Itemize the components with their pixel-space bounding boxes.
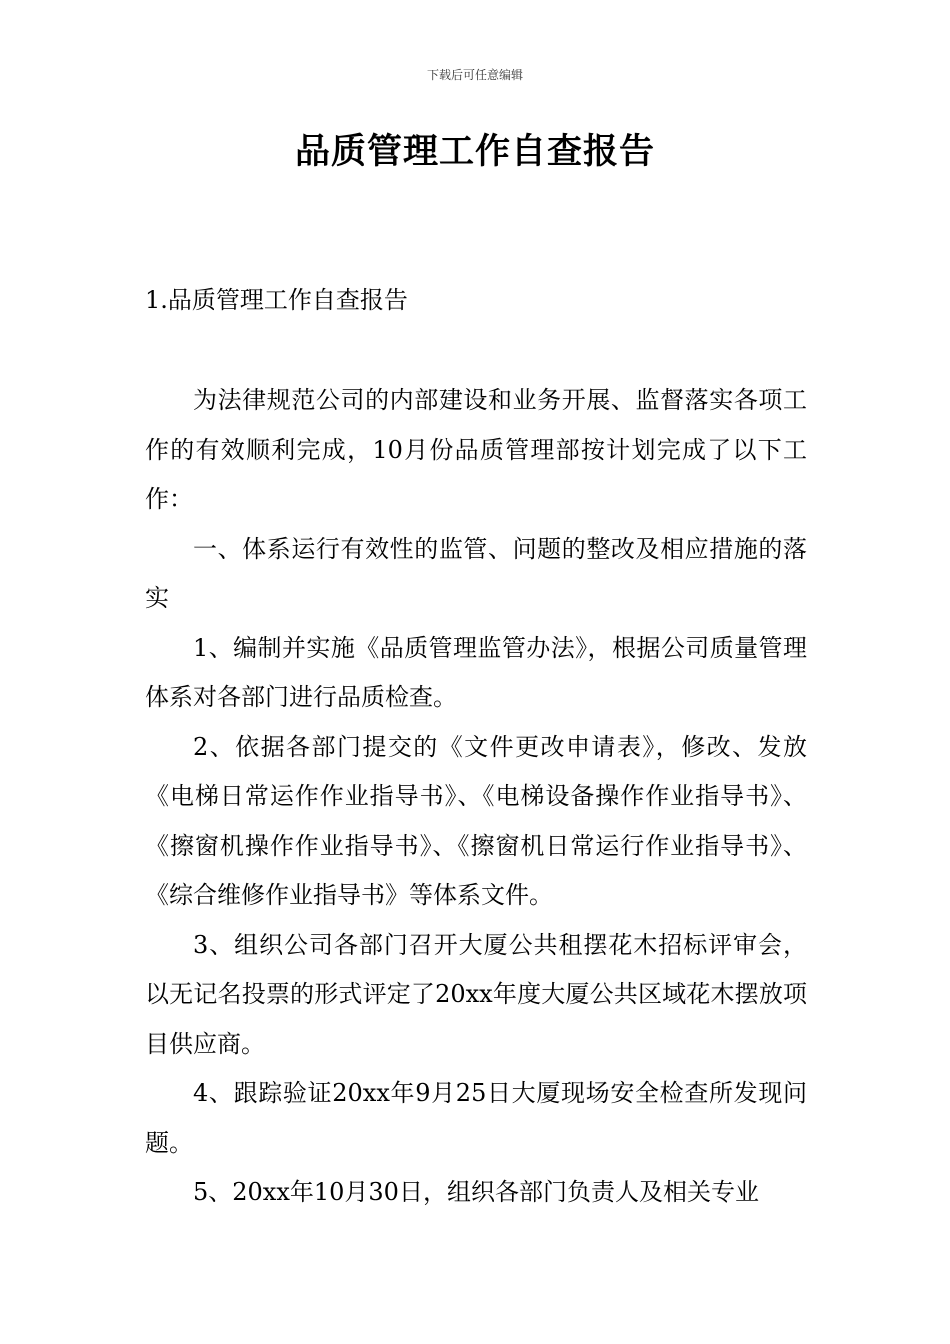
paragraph-intro: 为法律规范公司的内部建设和业务开展、监督落实各项工作的有效顺利完成，10月份品质管理部按计划完成了以下工作： bbox=[145, 386, 807, 513]
header-note: 下载后可任意编辑 bbox=[426, 68, 523, 82]
document-title: 品质管理工作自查报告 bbox=[294, 132, 655, 172]
section-heading: 1.品质管理工作自查报告 bbox=[145, 286, 408, 314]
paragraph-item-3: 3、组织公司各部门召开大厦公共租摆花木招标评审会，以无记名投票的形式评定了20xx年度大厦公共区域花木摆放项目供应商。 bbox=[145, 930, 807, 1058]
paragraph-item-5: 5、20xx年10月30日，组织各部门负责人及相关专业 bbox=[193, 1178, 759, 1206]
paragraph-item-2: 2、依据各部门提交的《文件更改申请表》，修改、发放《电梯日常运作作业指导书》、《电梯设备操作作业指导书》、《擦窗机操作作业指导书》、《擦窗机日常运行作业指导书》、《综合维修作业指导书》等体系文件。 bbox=[145, 732, 807, 909]
paragraph-item-1: 1、编制并实施《品质管理监管办法》，根据公司质量管理体系对各部门进行品质检查。 bbox=[145, 633, 807, 711]
document-body bbox=[145, 376, 807, 1218]
paragraph-item-heading: 一、体系运行有效性的监管、问题的整改及相应措施的落实 bbox=[145, 534, 807, 612]
paragraph-item-4: 4、跟踪验证20xx年9月25日大厦现场安全检查所发现问题。 bbox=[145, 1079, 807, 1157]
